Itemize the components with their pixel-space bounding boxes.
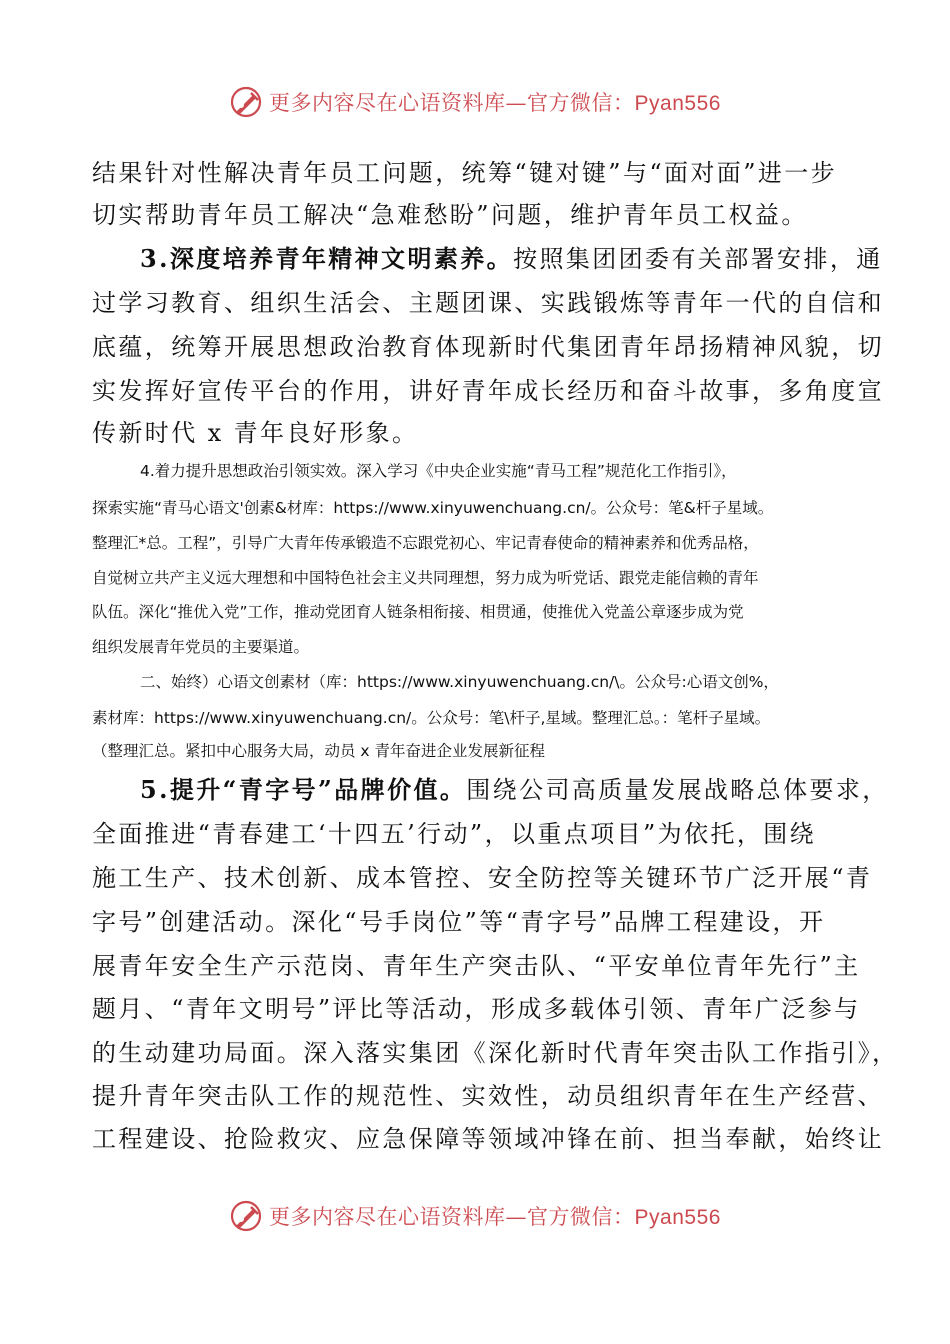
paragraph-4-line-3: （整理汇总。紧扣中心服务大局，动员 x 青年奋进企业发展新征程 <box>92 742 546 760</box>
paragraph-5-line-9: 工程建设、抢险救灾、应急保障等领域冲锋在前、担当奉献，始终让 <box>92 1125 884 1153</box>
paragraph-4-line-1: 二、始终）心语文创素材（库：https://www.xinyuwenchuang.cn/\。公众号:心语文创%， <box>140 673 779 691</box>
banner-text: 更多内容尽在心语资料库—官方微信：Pyan556 <box>269 91 721 115</box>
paragraph-5-line-4: 字号”创建活动。深化“号手岗位”等“青字号”品牌工程建设，开 <box>92 908 826 936</box>
paragraph-3-line-3: 整理汇*总。工程”，引导广大青年传承锻造不忘跟党初心、牢记青春使命的精神素养和优秀品格， <box>92 534 759 552</box>
paragraph-5-line-8: 提升青年突击队工作的规范性、实效性，动员组织青年在生产经营、 <box>92 1082 884 1110</box>
paragraph-3-line-2: 探索实施“青马心语文'创素&材库：https://www.xinyuwenchuang.cn/。公众号：笔&杆子星域。 <box>92 499 774 517</box>
paragraph-5-line-1: 5.提升“青字号”品牌价值。围绕公司高质量发展战略总体要求， <box>140 775 889 804</box>
paragraph-3-line-4: 自觉树立共产主义远大理想和中国特色社会主义共同理想，努力成为听党话、跟党走能信赖的青年 <box>92 569 759 587</box>
paragraph-2-line-4: 实发挥好宣传平台的作用，讲好青年成长经历和奋斗故事，多角度宣 <box>92 377 884 405</box>
paragraph-2-line-3: 底蕴，统筹开展思想政治教育体现新时代集团青年昂扬精神风貌，切 <box>92 333 884 361</box>
paragraph-2-line-1: 3.深度培养青年精神文明素养。按照集团团委有关部署安排，通 <box>140 244 883 273</box>
paragraph-5-line-7: 的生动建功局面。深入落实集团《深化新时代青年突击队工作指引》， <box>92 1039 899 1067</box>
paragraph-5-line-2: 全面推进“青春建工‘十四五’行动”，以重点项目”为依托，围绕 <box>92 820 817 848</box>
pen-logo-icon <box>229 1199 263 1233</box>
wechat-id: Pyan556 <box>634 92 721 115</box>
section-5-heading: 5.提升“青字号”品牌价值。 <box>140 775 467 804</box>
paragraph-3-line-6: 组织发展青年党员的主要渠道。 <box>92 638 310 656</box>
wechat-id: Pyan556 <box>634 1206 721 1229</box>
paragraph-5-line-6: 题月、“青年文明号”评比等活动，形成多载体引领、青年广泛参与 <box>92 995 861 1023</box>
section-3-heading: 3.深度培养青年精神文明素养。 <box>140 244 514 273</box>
banner-text: 更多内容尽在心语资料库—官方微信：Pyan556 <box>269 1205 721 1229</box>
header-banner <box>0 82 950 122</box>
paragraph-3-line-5: 队伍。深化“推优入党”工作，推动党团育人链条相衔接、相贯通，使推优入党盖公章逐步成为党 <box>92 603 744 621</box>
paragraph-4-line-2: 素材库：https://www.xinyuwenchuang.cn/。公众号：笔\杆子,星域。整理汇总。：笔杆子星域。 <box>92 709 771 727</box>
paragraph-2-line-2: 过学习教育、组织生活会、主题团课、实践锻炼等青年一代的自信和 <box>92 289 884 317</box>
pen-logo-icon <box>229 85 263 119</box>
paragraph-1-line-2: 切实帮助青年员工解决“急难愁盼”问题，维护青年员工权益。 <box>92 201 808 229</box>
paragraph-3-line-1: 4.着力提升思想政治引领实效。深入学习《中央企业实施“青马工程”规范化工作指引》， <box>140 462 737 480</box>
paragraph-5-line-3: 施工生产、技术创新、成本管控、安全防控等关键环节广泛开展“青 <box>92 864 873 892</box>
paragraph-2-line-5: 传新时代 x 青年良好形象。 <box>92 419 419 447</box>
paragraph-5-line-5: 展青年安全生产示范岗、青年生产突击队、“平安单位青年先行”主 <box>92 952 861 980</box>
footer-banner <box>0 1196 950 1236</box>
paragraph-1-line-1: 结果针对性解决青年员工问题，统筹“键对键”与“面对面”进一步 <box>92 159 838 187</box>
